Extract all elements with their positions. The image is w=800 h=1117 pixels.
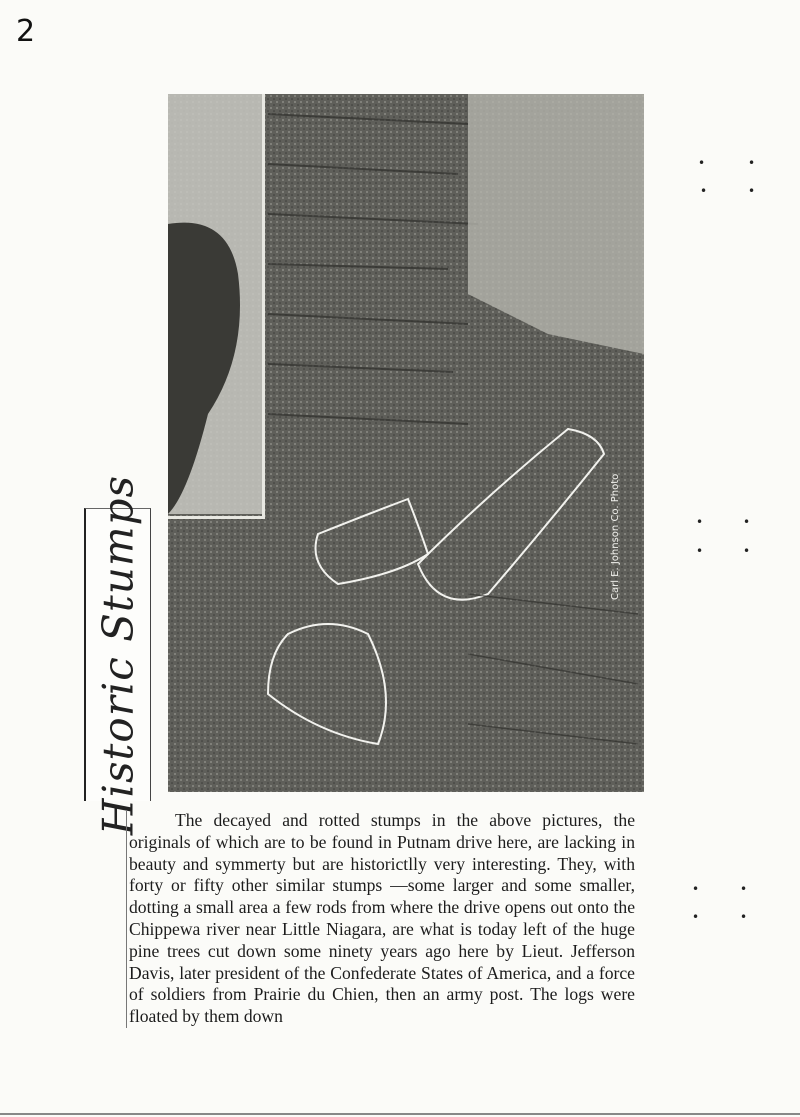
- page-number: 2: [16, 14, 36, 49]
- article-paragraph: The decayed and rotted stumps in the above pictures, the originals of which are to be found in Putnam drive here, are lacking in beauty and symmerty but are historictlly very interesting. They, with forty or fifty other similar stumps —some larger and some smaller, dotting a small area a few rods from where the drive opens out onto the Chippewa river near Little Niagara, are what is today left of the huge pine trees cut down some ninety years ago here by Lieut. Jefferson Davis, later president of the Confederate States of America, and a force of soldiers from Prairie du Chien, then an army post. The logs were floated by them down: [129, 810, 635, 1027]
- margin-mark: •: [740, 882, 748, 896]
- margin-mark: •: [696, 544, 704, 558]
- margin-mark: •: [692, 882, 700, 896]
- margin-mark: •: [748, 156, 756, 170]
- article-body: [126, 810, 635, 1028]
- margin-mark: •: [740, 910, 748, 924]
- photo-illustration: [168, 94, 644, 792]
- scan-bottom-edge: [0, 1113, 800, 1115]
- margin-mark: •: [748, 184, 756, 198]
- margin-mark: •: [743, 544, 751, 558]
- margin-mark: •: [743, 515, 751, 529]
- stumps-photograph: [168, 94, 644, 792]
- margin-mark: •: [700, 184, 708, 198]
- headline-box: [84, 474, 151, 836]
- margin-mark: •: [692, 910, 700, 924]
- photo-credit: Carl E. Johnson Co. Photo: [610, 473, 621, 600]
- margin-mark: •: [698, 156, 706, 170]
- margin-mark: •: [696, 515, 704, 529]
- headline: Historic Stumps: [93, 474, 143, 836]
